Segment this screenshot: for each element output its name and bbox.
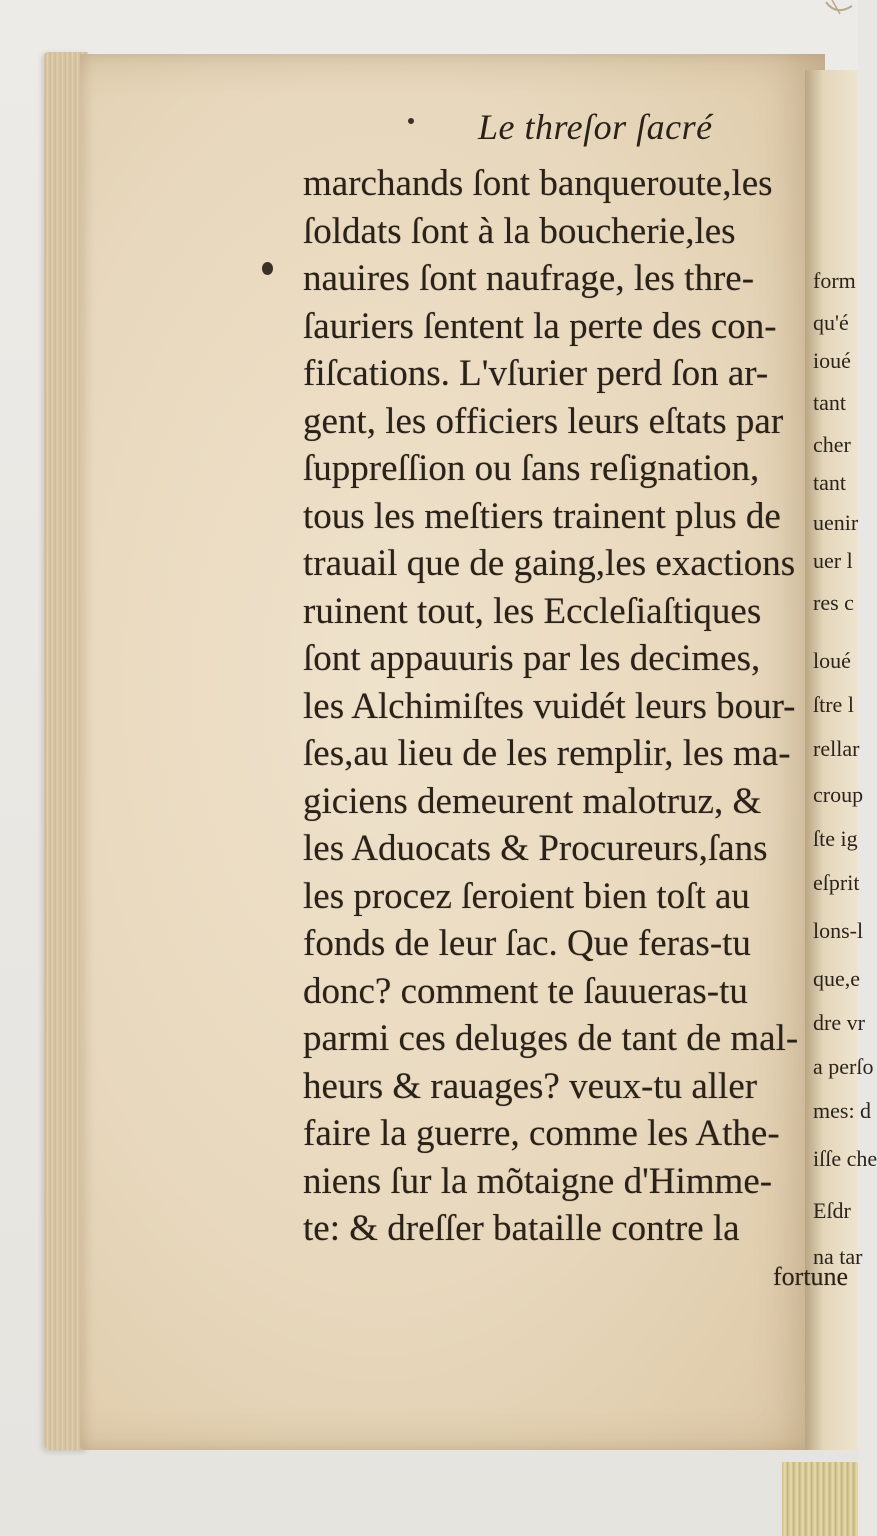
text-line: fonds de leur ſac. Que feras-tu [303,923,751,964]
text-line: fiſcations. L'vſurier perd ſon ar- [303,353,769,394]
page-clip-marker [822,0,858,22]
facing-fragment: mes: d [813,1098,872,1123]
text-line: ſont appauuris par les decimes, [303,638,761,679]
text-line: nauires ſont naufrage, les thre- [303,258,755,299]
facing-fragment: qu'é [813,310,849,335]
facing-fragment: res c [813,590,854,615]
text-line: ſauriers ſentent la perte des con- [303,305,777,347]
text-line: trauail que de gaing,les exactions [303,543,796,584]
facing-fragment: na tar [813,1244,863,1269]
text-line: ſoldats ſont à la boucherie,les [303,210,736,252]
facing-fragment: uer l [813,548,853,573]
facing-fragment: ſtre l [813,692,854,717]
facing-fragment: croup [813,782,864,807]
ink-spot [262,262,273,275]
running-head: Le threſor ſacré [478,107,713,147]
facing-fragment: lons-l [813,918,864,943]
text-line: te: & dreſſer bataille contre la [303,1208,740,1249]
facing-fragment: rellar [813,736,860,761]
ribbon-bookmark [782,1462,858,1536]
facing-fragment: a perſo [813,1054,874,1079]
facing-fragment: tant [813,390,846,415]
text-line: niens ſur la mõtaigne d'Himme- [303,1160,773,1202]
facing-fragment: ſte ig [813,826,858,851]
text-line: les Alchimiſtes vuidét leurs bour- [303,685,796,727]
text-line: les Aduocats & Procureurs,ſans [303,828,768,869]
text-line: donc? comment te ſauueras-tu [303,970,748,1012]
facing-fragment: Eſdr [813,1198,851,1223]
facing-fragment: tant [813,470,846,495]
text-line: ſes,au lieu de les remplir, les ma- [303,733,791,774]
text-line: gent, les officiers leurs eſtats par [303,400,784,442]
text-line: tous les meſtiers trainent plus de [303,495,781,537]
facing-fragment: form [813,268,856,293]
facing-fragment: dre vr [813,1010,865,1035]
text-line: giciens demeurent malotruz, & [303,780,762,822]
facing-fragment: ioué [813,348,851,373]
facing-fragment: uenir [813,510,859,535]
text-line: heurs & rauages? veux-tu aller [303,1065,758,1107]
ink-spot [408,118,414,124]
catchword: fortune [773,1261,849,1291]
text-line: les procez ſeroient bien toſt au [303,875,750,917]
facing-fragment: cher [813,432,851,457]
text-line: ruinent tout, les Eccleſiaſtiques [303,590,762,632]
facing-fragment: que,e [813,966,861,991]
text-line: ſuppreſſion ou ſans reſignation, [303,448,760,489]
text-line: faire la guerre, comme les Athe- [303,1113,780,1154]
text-line: parmi ces deluges de tant de mal- [303,1018,799,1059]
facing-fragment: iſſe che [813,1146,877,1171]
text-line: marchands ſont banqueroute,les [303,163,773,204]
facing-fragment: eſprit [813,870,860,895]
facing-fragment: loué [813,648,851,673]
